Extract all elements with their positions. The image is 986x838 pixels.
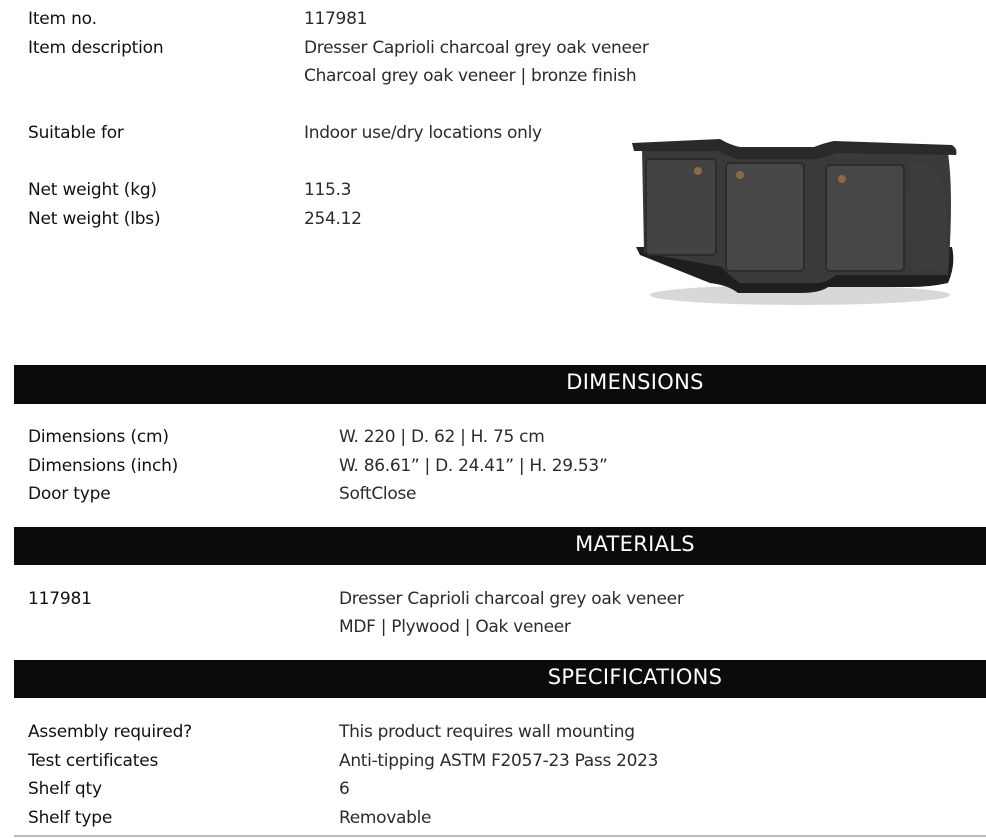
door-type-label: Door type <box>28 484 111 504</box>
shelf-type-value: Removable <box>339 808 432 828</box>
dimensions-title: DIMENSIONS <box>566 370 704 394</box>
item-no-value: 117981 <box>304 9 368 29</box>
suitable-for-value: Indoor use/dry locations only <box>304 123 542 143</box>
dimensions-inch-value: W. 86.61” | D. 24.41” | H. 29.53” <box>339 456 608 476</box>
specifications-header <box>14 660 986 698</box>
dimensions-cm-value: W. 220 | D. 62 | H. 75 cm <box>339 427 545 447</box>
shelf-type-label: Shelf type <box>28 808 113 828</box>
specifications-title: SPECIFICATIONS <box>547 665 723 689</box>
item-no-label: Item no. <box>28 9 97 29</box>
assembly-value: This product requires wall mounting <box>339 722 635 742</box>
net-weight-lbs-value: 254.12 <box>304 209 362 229</box>
assembly-label: Assembly required? <box>28 722 192 742</box>
dimensions-inch-label: Dimensions (inch) <box>28 456 179 476</box>
net-weight-lbs-label: Net weight (lbs) <box>28 209 161 229</box>
bottom-divider <box>14 835 986 837</box>
door-type-value: SoftClose <box>339 484 417 504</box>
materials-line1: Dresser Caprioli charcoal grey oak veneer <box>339 589 684 609</box>
item-description-label: Item description <box>28 38 164 58</box>
suitable-for-label: Suitable for <box>28 123 124 143</box>
item-description-line2: Charcoal grey oak veneer | bronze finish <box>304 66 637 86</box>
net-weight-kg-value: 115.3 <box>304 180 352 200</box>
dimensions-header <box>14 365 986 404</box>
product-image <box>630 135 960 310</box>
materials-title: MATERIALS <box>575 532 695 556</box>
item-description-line1: Dresser Caprioli charcoal grey oak veneer <box>304 38 649 58</box>
shelf-qty-value: 6 <box>339 779 350 799</box>
materials-item-label: 117981 <box>28 589 92 609</box>
test-certificates-label: Test certificates <box>28 751 159 771</box>
test-certificates-value: Anti-tipping ASTM F2057-23 Pass 2023 <box>339 751 659 771</box>
shelf-qty-label: Shelf qty <box>28 779 102 799</box>
dimensions-cm-label: Dimensions (cm) <box>28 427 169 447</box>
net-weight-kg-label: Net weight (kg) <box>28 180 157 200</box>
materials-header <box>14 527 986 565</box>
materials-line2: MDF | Plywood | Oak veneer <box>339 617 571 637</box>
